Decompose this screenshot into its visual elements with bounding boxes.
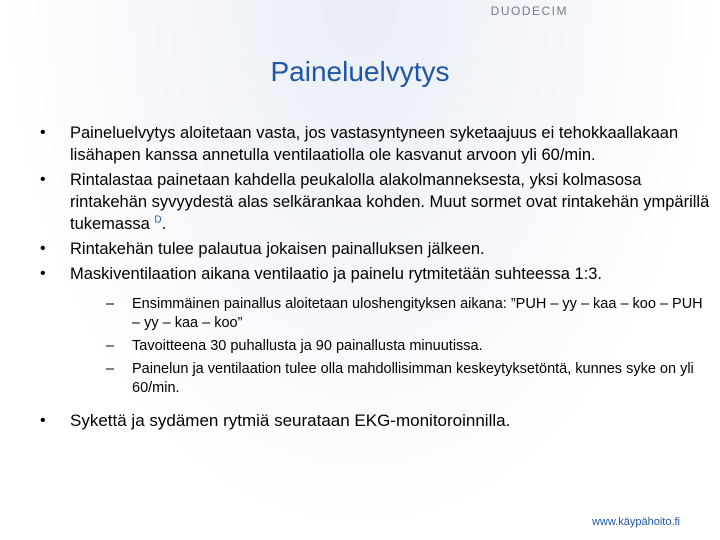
sub-bullet-item xyxy=(70,337,710,356)
sub-bullet-list xyxy=(70,295,710,398)
brand-logo: DUODECIM xyxy=(490,4,568,18)
sub-bullet-text: Painelun ja ventilaation tulee olla mahdollisimman keskeytyksetöntä, kunnes syke on yli 60/min. xyxy=(132,361,694,396)
bullet-item xyxy=(40,410,710,432)
bullet-item xyxy=(40,238,710,260)
bullet-text: Maskiventilaation aikana ventilaatio ja painelu rytmitetään suhteessa 1:3. xyxy=(70,265,602,283)
bullet-icon: • xyxy=(40,171,46,188)
evidence-grade: D xyxy=(154,214,162,226)
sub-bullet-item xyxy=(70,295,710,333)
footer-link[interactable]: www.käypähoito.fi xyxy=(591,516,680,528)
slide-title: Paineluelvytys xyxy=(270,56,450,87)
bullet-icon: • xyxy=(40,124,46,141)
bullet-icon: • xyxy=(40,412,46,429)
slide-content xyxy=(40,122,710,435)
bullet-end: . xyxy=(161,215,167,233)
bullet-item xyxy=(40,169,710,235)
dash-icon: – xyxy=(106,338,115,354)
sub-bullet-text: Ensimmäinen painallus aloitetaan uloshengityksen aikana: ”PUH – yy – kaa – koo – PUH – yy – kaa – koo” xyxy=(132,296,703,331)
bullet-text: Rintakehän tulee palautua jokaisen painalluksen jälkeen. xyxy=(70,240,485,258)
dash-icon: – xyxy=(106,296,115,312)
bullet-icon: • xyxy=(40,265,46,282)
bullet-text: Paineluelvytys aloitetaan vasta, jos vastasyntyneen syketaajuus ei tehokkaallakaan lisähapen kanssa annetulla ventilaatiolla ole kasvanut arvoon yli 60/min. xyxy=(70,124,679,164)
bullet-list xyxy=(40,122,710,432)
sub-bullet-item xyxy=(70,360,710,398)
sub-bullet-text: Tavoitteena 30 puhallusta ja 90 painallusta minuutissa. xyxy=(132,338,483,354)
bullet-item xyxy=(40,263,710,398)
bullet-icon: • xyxy=(40,240,46,257)
bullet-text: Rintalastaa painetaan kahdella peukalolla alakolmanneksesta, yksi kolmasosa rintakehän syvyydestä alas selkärankaa kohden. Muut sormet ovat rintakehän ympärillä tukemassa xyxy=(70,171,710,233)
bullet-text: Sykettä ja sydämen rytmiä seurataan EKG-monitoroinnilla. xyxy=(70,411,511,430)
dash-icon: – xyxy=(106,361,115,377)
bullet-item xyxy=(40,122,710,166)
